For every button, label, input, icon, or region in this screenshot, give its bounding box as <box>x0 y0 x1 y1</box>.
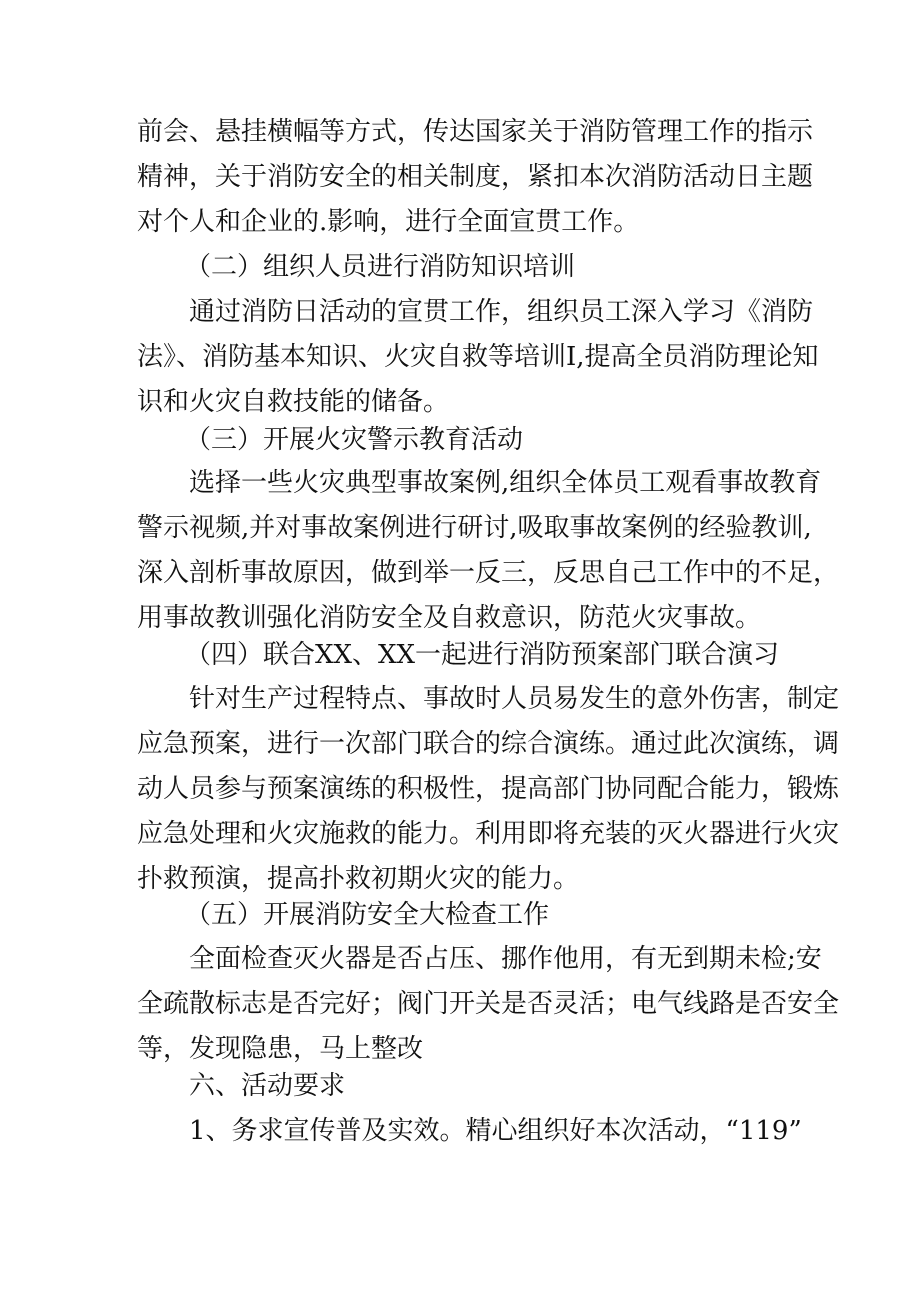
section-heading-5: （五）开展消防安全大检查工作 <box>185 900 550 930</box>
section-heading-6: 六、活动要求 <box>137 1071 346 1101</box>
text-line: 识和火灾自救技能的储备。 <box>137 387 450 417</box>
text-line: 全疏散标志是否完好；阀门开关是否灵活；电气线路是否安全 <box>137 989 840 1019</box>
paragraph-training <box>137 290 819 425</box>
text-line: 深入剖析事故原因，做到举一反三，反思自己工作中的不足， <box>137 558 840 588</box>
text-line: 法》、消防基本知识、火灾自救等培训I,提高全员消防理论知 <box>137 342 819 372</box>
requirement-item-1: 1、务求宣传普及实效。精心组织好本次活动，“119” <box>137 1116 802 1146</box>
paragraph-intro-continuation <box>137 110 814 245</box>
paragraph-warning-education <box>137 461 840 641</box>
text-line: 全面检查灭火器是否占压、挪作他用，有无到期未检;安 <box>137 944 822 974</box>
text-line: 用事故教训强化消防安全及自救意识，防范火灾事故。 <box>137 603 762 633</box>
section-heading-2: （二）组织人员进行消防知识培训 <box>185 252 576 282</box>
text-line: 选择一些火灾典型事故案例,组织全体员工观看事故教育 <box>137 468 822 498</box>
text-line: 动人员参与预案演练的积极性，提高部门协同配合能力，锻炼 <box>137 774 840 804</box>
section-heading-3: （三）开展火灾警示教育活动 <box>185 425 524 455</box>
text-line: 警示视频,并对事故案例进行研讨,吸取事故案例的经验教训, <box>137 513 812 543</box>
paragraph-inspection <box>137 937 840 1072</box>
text-line: 对个人和企业的.影响，进行全面宣贯工作。 <box>137 207 640 237</box>
text-line: 应急预案，进行一次部门联合的综合演练。通过此次演练，调 <box>137 729 840 759</box>
text-line: 精神，关于消防安全的相关制度，紧扣本次消防活动日主题 <box>137 162 814 192</box>
text-line: 前会、悬挂横幅等方式，传达国家关于消防管理工作的指示 <box>137 117 814 147</box>
text-line: 等，发现隐患，马上整改 <box>137 1034 424 1064</box>
section-heading-4: （四）联合XX、XX一起进行消防预案部门联合演习 <box>185 640 780 670</box>
text-line: 通过消防日活动的宣贯工作，组织员工深入学习《消防 <box>137 297 814 327</box>
text-line: 应急处理和火灾施救的能力。利用即将充装的灭火器进行火灾 <box>137 819 840 849</box>
text-line: 针对生产过程特点、事故时人员易发生的意外伤害，制定 <box>137 684 840 714</box>
text-line: 扑救预演，提高扑救初期火灾的能力。 <box>137 864 580 894</box>
paragraph-drill <box>137 677 840 902</box>
